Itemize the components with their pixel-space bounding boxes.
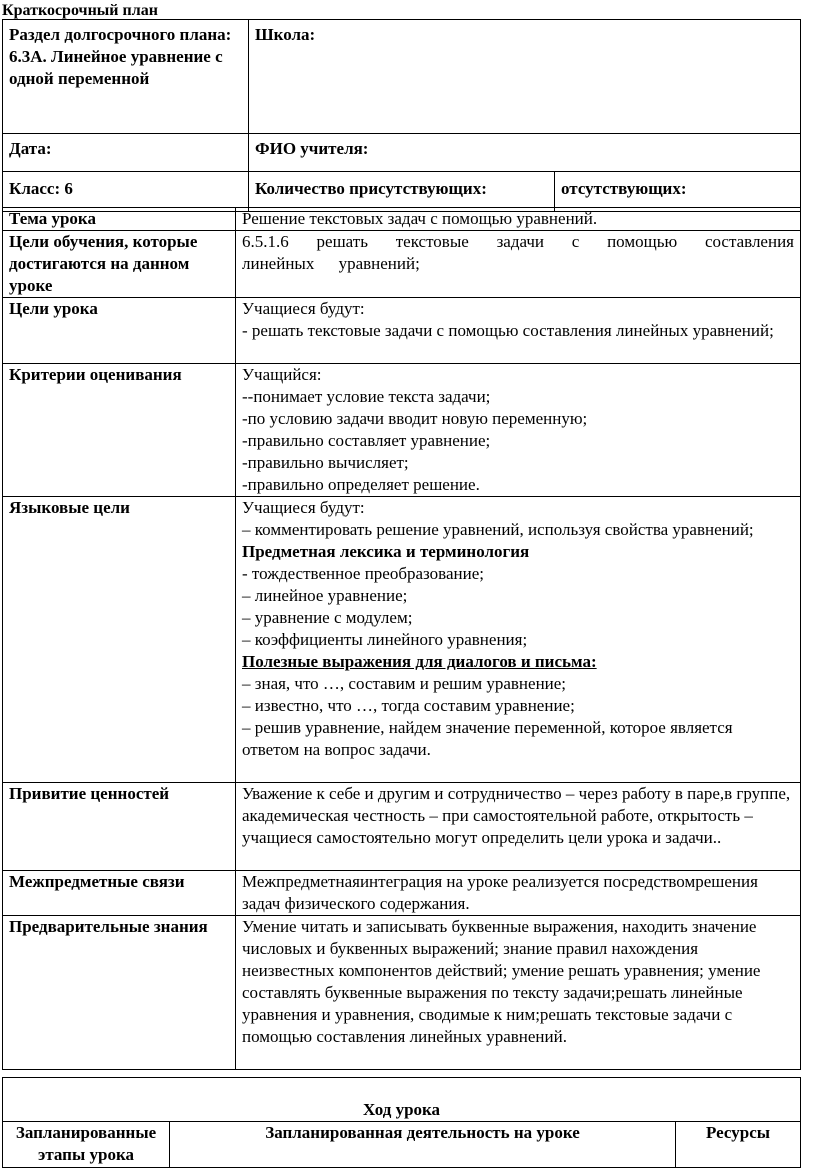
cross-text: Межпредметнаяинтеграция на уроке реализуется посредствомрешения задач физического содержания. (236, 871, 801, 916)
section-cell (3, 20, 249, 134)
teacher-label: ФИО учителя: (255, 139, 369, 158)
col-activity: Запланированная деятельность на уроке (170, 1122, 676, 1168)
phrase-item: – известно, что …, тогда составим уравнение; (242, 696, 575, 715)
topic-text: Решение текстовых задач с помощью уравнений. (236, 208, 801, 231)
criteria-text (236, 364, 801, 497)
lesson-info-table (2, 207, 801, 1070)
language-label: Языковые цели (3, 497, 236, 783)
absent-cell (555, 172, 801, 212)
criteria-label: Критерии оценивания (3, 364, 236, 497)
values-text: Уважение к себе и другим и сотрудничество – через работу в паре,в группе, академическая честность – при самостоятельной работе, открытость – учащиеся самостоятельно могут определить цели урока и задачи.. (236, 783, 801, 871)
phrases-heading: Полезные выражения для диалогов и письма: (242, 652, 597, 671)
vocab-item: – уравнение с модулем; (242, 608, 413, 627)
class-cell (3, 172, 249, 212)
prior-text: Умение читать и записывать буквенные выражения, находить значение числовых и буквенных выражений; знание правил нахождения неизвестных компонентов действий; умение решать уравнения; умение составлять буквенные выражения по тексту задачи;решать линейные уравнения и уравнения, сводимые к ним;решать текстовые задачи с помощью составления линейных уравнений. (236, 916, 801, 1070)
school-cell (249, 20, 801, 134)
lesson-goals-text (236, 298, 801, 364)
vocab-heading: Предметная лексика и терминология (242, 542, 530, 561)
lesson-goals-line: - решать текстовые задачи с помощью составления линейных уравнений; (242, 321, 774, 340)
section-label: Раздел долгосрочного плана: 6.3А. Линейное уравнение с одной переменной (9, 25, 232, 88)
criteria-line: -правильно составляет уравнение; (242, 431, 491, 450)
lesson-goals-line: Учащиеся будут: (242, 299, 365, 318)
present-label: Количество присутствующих: (255, 179, 487, 198)
class-label: Класс: 6 (9, 179, 73, 198)
criteria-line: -по условию задачи вводит новую переменную; (242, 409, 588, 428)
teacher-cell (249, 134, 801, 172)
course-table (2, 1077, 801, 1168)
document-title: Краткосрочный план (2, 2, 158, 19)
criteria-line: --понимает условие текста задачи; (242, 387, 491, 406)
date-cell (3, 134, 249, 172)
prior-label: Предварительные знания (3, 916, 236, 1070)
criteria-line: -правильно определяет решение. (242, 475, 480, 494)
phrase-item: – решив уравнение, найдем значение переменной, которое является ответом на вопрос задачи. (242, 718, 733, 759)
col-resources: Ресурсы (676, 1122, 801, 1168)
vocab-item: – коэффициенты линейного уравнения; (242, 630, 528, 649)
topic-label: Тема урока (3, 208, 236, 231)
col-stages: Запланированные этапы урока (3, 1122, 170, 1168)
vocab-item: - тождественное преобразование; (242, 564, 484, 583)
phrase-item: – зная, что …, составим и решим уравнение; (242, 674, 567, 693)
course-heading: Ход урока (362, 1100, 441, 1119)
lesson-goals-label: Цели урока (3, 298, 236, 364)
header-table (2, 19, 801, 212)
cross-label: Межпредметные связи (3, 871, 236, 916)
criteria-line: -правильно вычисляет; (242, 453, 409, 472)
course-heading-cell (3, 1078, 801, 1122)
school-label: Школа: (255, 25, 316, 44)
values-label: Привитие ценностей (3, 783, 236, 871)
language-line: Учащиеся будут: (242, 498, 365, 517)
present-cell (249, 172, 555, 212)
language-line: – комментировать решение уравнений, используя свойства уравнений; (242, 520, 754, 539)
language-text (236, 497, 801, 783)
criteria-line: Учащийся: (242, 365, 322, 384)
objectives-text: 6.5.1.6 решать текстовые задачи с помощью составления линейных уравнений; (236, 231, 801, 298)
vocab-item: – линейное уравнение; (242, 586, 408, 605)
date-label: Дата: (9, 139, 52, 158)
absent-label: отсутствующих: (561, 179, 687, 198)
objectives-label: Цели обучения, которые достигаются на данном уроке (3, 231, 236, 298)
